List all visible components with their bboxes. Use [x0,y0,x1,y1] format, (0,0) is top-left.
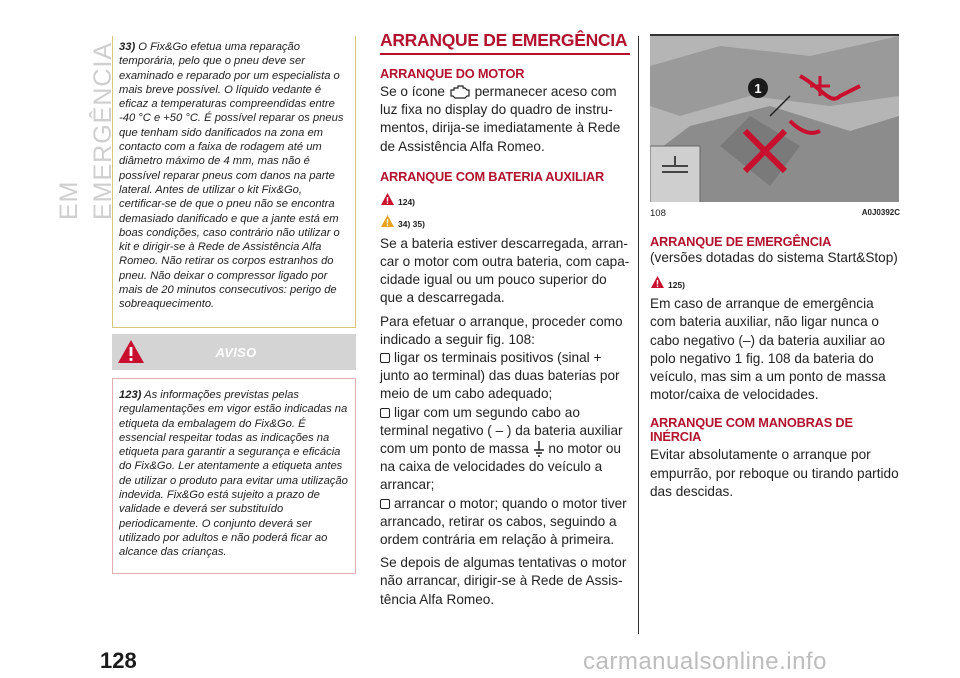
figure-caption [650,208,900,219]
ground-symbol-icon [533,441,545,457]
subheading-aux-battery: ARRANQUE COM BATERIA AUXILIAR [380,168,605,184]
paragraph-battery-discharged: Se a bateria estiver descarregada, arran-car o motor com outra bateria, com capa-cidade igual ou um pouco superior do que a descarregada. [380,235,630,306]
note-text: O Fix&Go efetua uma reparação temporária, pelo que o pneu deve ser examinado e reparado por um especialista o mais breve possível. O líquido vedante é eficaz a temperaturas compreendidas entre -40 °C e +50 °C. É possível reparar os pneus que tenham sido danificados na zona em contacto com a faixa de rodagem até um diâmetro máximo de 4 mm, mas não é possível reparar pneus com danos na parte lateral. Antes de utilizar o kit Fix&Go, certificar-se de que o pneu não se encontra demasiado danificado e que a jante está em boas condições, caso contrário não utilizar o kit e dirigir-se à Rede de Assistência Alfa Romeo. Não retirar os corpos estranhos do pneu. Não deixar o compressor ligado por mais de 20 minutos consecutivos: perigo de sobreaquecimento. [119,41,344,311]
warning-label: AVISO [215,344,257,360]
warning-box [112,378,356,574]
column-2 [380,30,630,609]
column-divider [638,36,639,634]
watermark: carmanualsonline.info [583,648,827,675]
warning-header [112,334,356,370]
side-section-title: EM EMERGÊNCIA [55,41,117,220]
main-heading: ARRANQUE DE EMERGÊNCIA [380,30,630,55]
bullet-item: arrancar o motor; quando o motor tiver arrancado, retirar os cabos, seguindo a ordem contrária em relação à primeira. [380,495,627,548]
paragraph-procedure-intro: Para efetuar o arranque, proceder como indicado a seguir fig. 108: [380,313,623,347]
warning-paragraph [119,388,350,560]
checkbox-bullet-icon [380,408,390,418]
figure-code: A0J0392C [861,208,900,217]
subheading-engine-start: ARRANQUE DO MOTOR [380,66,525,81]
note-box [112,36,356,328]
note-paragraph [119,40,350,312]
checkbox-bullet-icon [380,353,390,363]
subheading-emergency-start-stop: ARRANQUE DE EMERGÊNCIA [650,234,832,249]
reference-caution-34-35: 34) 35) [380,212,630,230]
warning-number: 123) [119,389,142,401]
reference-warning-125: 125) [650,273,900,291]
bullet-item: ligar os terminais positivos (sinal + junto ao terminal) das duas baterias por meio de um cabo adequado; [380,350,620,402]
warning-triangle-icon [116,337,146,367]
checkbox-bullet-icon [380,499,390,509]
subheading-emergency-start-stop-rest: (versões dotadas do sistema Start&Stop) [650,250,898,265]
warning-triangle-icon [650,275,665,289]
paragraph-engine-start: Se o ícone permanecer aceso com luz fixa no display do quadro de instru-mentos, dirija-se imediatamente à Rede de Assistência Alfa Romeo. [380,84,621,154]
paragraph-retry: Se depois de algumas tentativas o motor não arrancar, dirigir-se à Rede de Assis-tência Alfa Romeo. [380,555,627,607]
bullet-item: ligar com um segundo cabo ao terminal negativo ( – ) da bateria auxiliar com um ponto de massa no motor ou na caixa de velocidades do veículo a arrancar; [380,404,623,493]
warning-text: As informações previstas pelas regulamentações em vigor estão indicadas na etiqueta da embalagem do Fix&Go. É essencial respeitar todas as indicações na etiqueta para garantir a segurança e eficácia do Fix&Go. Ler atentamente a etiqueta antes de utilizar o produto para evitar uma utilização indevida. Fix&Go está sujeito a prazo de validade e deverá ser substituído periodicamente. O conjunto deverá ser utilizado por adultos e não poderá ficar ao alcance das crianças. [119,389,348,559]
warning-triangle-icon [380,192,395,206]
reference-warning-124: 124) [380,190,630,208]
caution-triangle-icon [380,214,395,228]
svg-text:1: 1 [754,81,762,96]
battery-illustration [650,36,899,202]
engine-fault-icon [449,84,471,100]
paragraph-start-stop-warning: Em caso de arranque de emergência com bateria auxiliar, não ligar nunca o cabo negativo (–) da bateria auxiliar ao polo negativo 1 fig. 108 da bateria do veículo, mas sim a um ponto de massa motor/caixa de velocidades. [650,296,886,403]
page-number: 128 [100,648,137,673]
battery-figure [650,34,899,202]
figure-number: 108 [650,208,666,219]
column-3 [650,34,900,501]
subheading-inertia-start: ARRANQUE COM MANOBRAS DE INÉRCIA [650,415,853,445]
note-number: 33) [119,41,136,53]
paragraph-inertia-start: Evitar absolutamente o arranque por empurrão, por reboque ou tirando partido das descidas. [650,447,899,499]
